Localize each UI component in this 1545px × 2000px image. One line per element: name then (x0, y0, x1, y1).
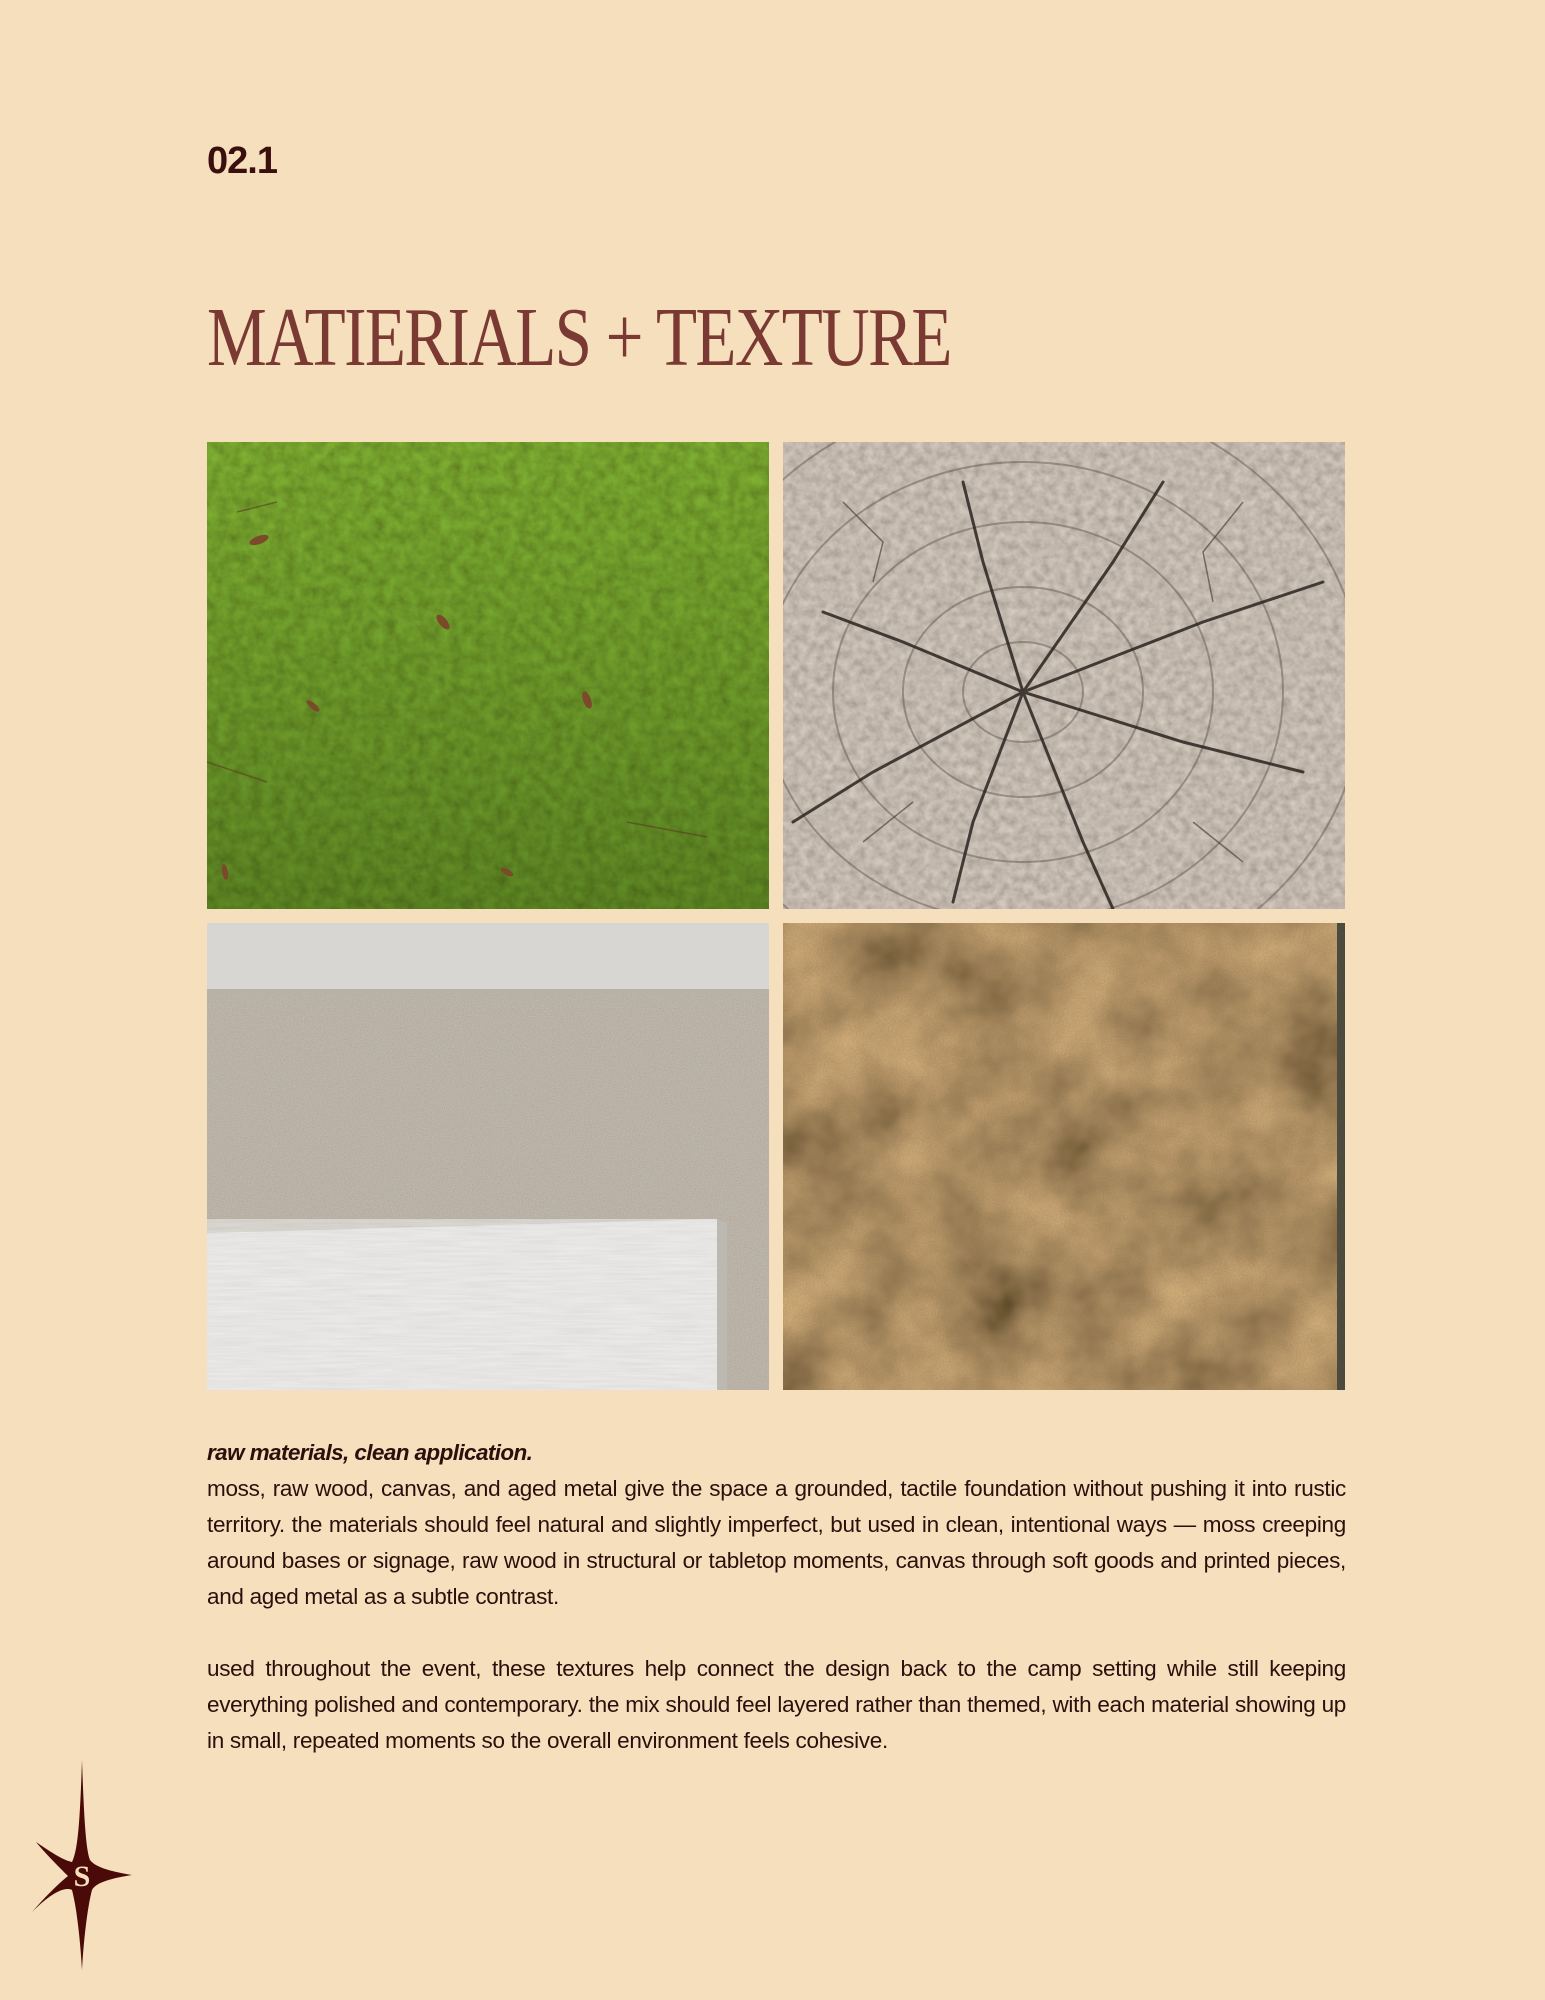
metal-texture-image (783, 923, 1345, 1390)
body-lead: raw materials, clean application. (207, 1440, 533, 1465)
section-number: 02.1 (207, 140, 277, 182)
page-title: MATIERIALS + TEXTURE (207, 291, 951, 384)
moss-texture-image (207, 442, 769, 909)
body-paragraph: moss, raw wood, canvas, and aged metal give the space a grounded, tactile foundation without pushing it into rustic territory. the materials should feel natural and slightly imperfect, but used in clean, intentional ways — moss creeping around bases or signage, raw wood in structural or tabletop moments, canvas through soft goods and printed pieces, and aged metal as a subtle contrast. (207, 1476, 1346, 1609)
star-logo-icon (32, 1760, 132, 1970)
body-paragraph: used throughout the event, these textures help connect the design back to the camp setting while still keeping everything polished and contemporary. the mix should feel layered rather than themed, with each material showing up in small, repeated moments so the overall environment feels cohesive. (207, 1656, 1346, 1753)
body-copy (207, 1435, 1346, 1795)
canvas-texture-image (207, 923, 769, 1390)
logo-letter: S (73, 1860, 91, 1893)
wood-texture-image (783, 442, 1345, 909)
